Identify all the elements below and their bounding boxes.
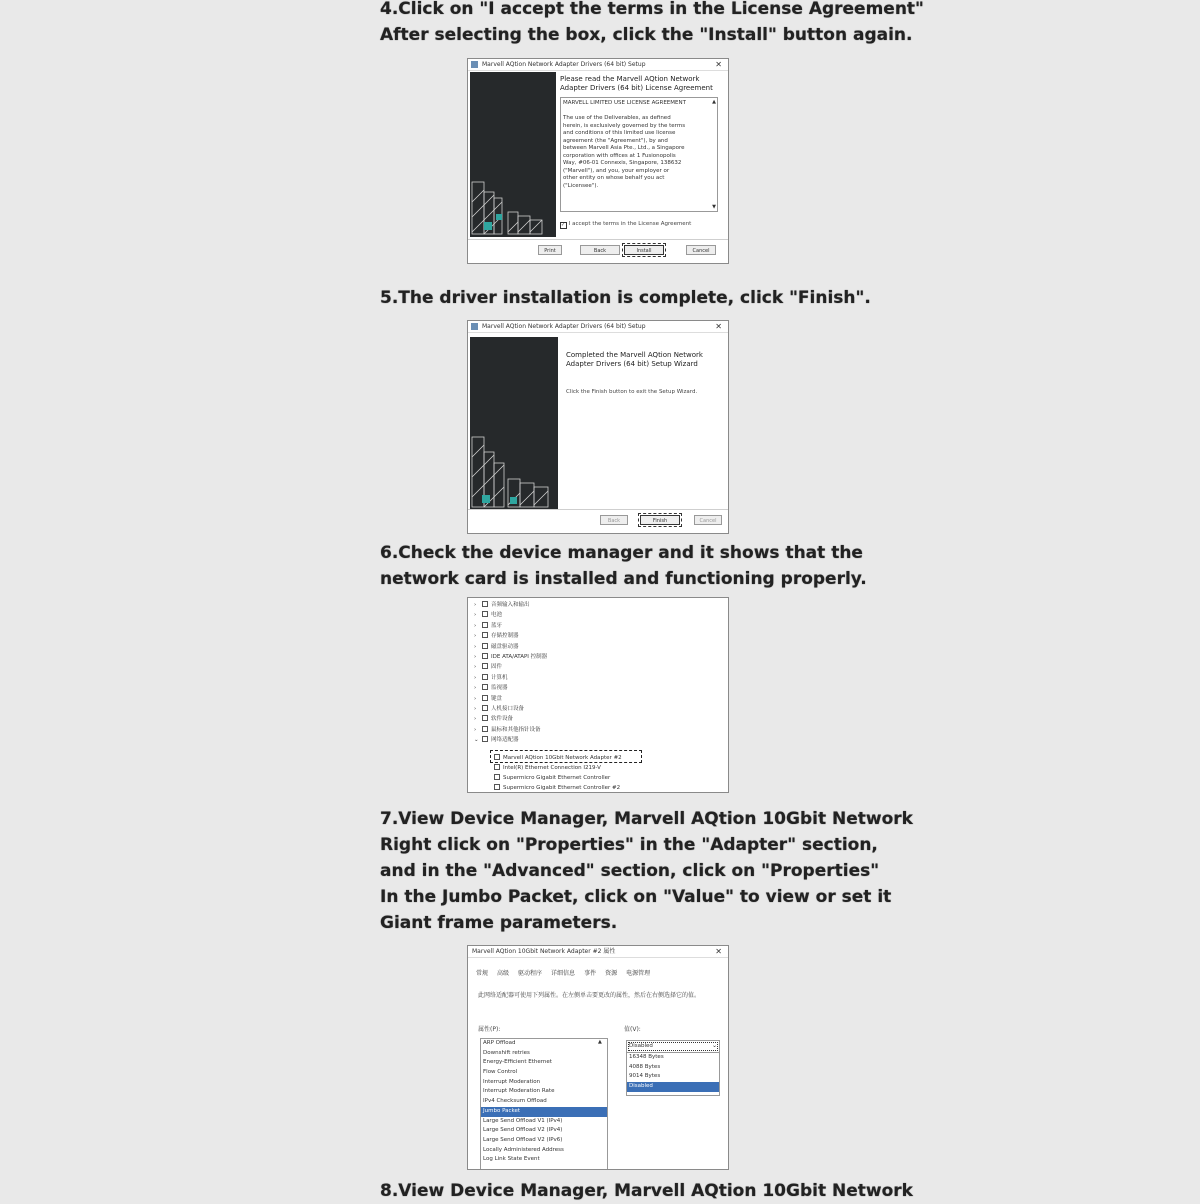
device-category-icon xyxy=(482,684,488,690)
chevron-right-icon[interactable]: › xyxy=(474,726,477,733)
tree-item-category[interactable] xyxy=(474,621,502,631)
property-list-item[interactable]: Interrupt Moderation Rate xyxy=(483,1088,555,1095)
properties-tabs xyxy=(476,968,659,977)
close-icon[interactable]: ✕ xyxy=(715,322,722,331)
installer-icon xyxy=(471,323,478,330)
tree-item-category[interactable] xyxy=(474,683,508,693)
step-4-line-1: 4.Click on "I accept the terms in the License Agreement" xyxy=(380,0,924,19)
footer-divider xyxy=(468,239,729,240)
step-7-line-5: Giant frame parameters. xyxy=(380,913,618,933)
finish-dialog-title: Marvell AQtion Network Adapter Drivers (64 bit) Setup xyxy=(482,323,646,330)
agreement-line: and conditions of this limited use license xyxy=(563,130,676,136)
chevron-right-icon[interactable]: › xyxy=(474,706,477,712)
chevron-right-icon[interactable]: › xyxy=(474,664,477,671)
step-5-line-1: 5.The driver installation is complete, click "Finish". xyxy=(380,288,871,308)
close-icon[interactable]: ✕ xyxy=(715,60,722,69)
device-category-icon xyxy=(482,663,488,669)
tree-item-label: 电池 xyxy=(491,612,503,619)
step-4-line-2: After selecting the box, click the "Install" button again. xyxy=(380,25,913,45)
property-list-item[interactable]: IPv4 Checksum Offload xyxy=(483,1098,547,1105)
tree-item-category[interactable] xyxy=(474,704,524,714)
value-options-list[interactable] xyxy=(626,1052,720,1096)
chevron-right-icon[interactable]: › xyxy=(474,612,477,619)
agreement-line: between Marvell Asia Pte., Ltd., a Singapore xyxy=(563,145,685,151)
installer-icon xyxy=(471,61,478,68)
device-category-icon xyxy=(482,726,488,732)
value-dropdown-current[interactable]: Disabled xyxy=(627,1041,719,1052)
chevron-right-icon[interactable]: › xyxy=(474,633,477,640)
value-option[interactable]: 4088 Bytes xyxy=(629,1063,661,1070)
properties-tab[interactable]: 驱动程序 xyxy=(518,970,543,977)
install-button[interactable]: Install xyxy=(624,245,664,255)
tree-item-category[interactable] xyxy=(474,694,502,704)
properties-tab[interactable]: 电源管理 xyxy=(626,970,651,977)
property-list-item[interactable]: Locally Administered Address xyxy=(483,1146,564,1153)
agreement-line: other entity on whose behalf you act xyxy=(563,175,665,181)
device-category-icon xyxy=(482,611,488,617)
tree-item-category[interactable] xyxy=(474,600,530,610)
property-list-item[interactable]: Downshift retries xyxy=(483,1049,530,1056)
footer-divider xyxy=(468,509,729,510)
step-6-line-1: 6.Check the device manager and it shows that the xyxy=(380,543,863,563)
wizard-banner-graphic xyxy=(470,72,556,237)
adapter-properties-dialog xyxy=(467,945,729,1170)
chevron-right-icon[interactable]: › xyxy=(474,654,477,660)
device-category-icon xyxy=(482,601,488,607)
wizard-banner-image xyxy=(470,337,558,509)
device-category-icon xyxy=(482,674,488,680)
properties-tab[interactable]: 高级 xyxy=(497,970,510,977)
accept-terms-label: I accept the terms in the License Agreement xyxy=(568,221,692,227)
properties-title: Marvell AQtion 10Gbit Network Adapter #2 属性 xyxy=(472,948,616,955)
network-adapter-item[interactable] xyxy=(494,773,610,783)
step-7-instruction xyxy=(380,806,913,936)
tree-item-label: IDE ATA/ATAPI 控制器 xyxy=(491,654,548,660)
step-7-line-4: In the Jumbo Packet, click on "Value" to view or set it xyxy=(380,887,892,907)
network-adapter-item[interactable] xyxy=(494,763,601,773)
step-7-line-3: and in the "Advanced" section, click on "Properties" xyxy=(380,861,880,881)
property-list-item[interactable]: Jumbo Packet xyxy=(481,1107,607,1117)
tree-item-label: 蓝牙 xyxy=(491,622,503,629)
network-adapter-icon xyxy=(494,764,500,770)
agreement-line: agreement (the "Agreement"), by and xyxy=(563,137,668,144)
device-category-icon xyxy=(482,695,488,701)
tree-item-category[interactable] xyxy=(474,631,519,641)
property-list-item[interactable]: Large Send Offload V2 (IPv4) xyxy=(483,1127,563,1134)
device-category-icon xyxy=(482,715,488,721)
print-button[interactable]: Print xyxy=(538,245,562,255)
license-agreement-textbox[interactable] xyxy=(560,97,718,212)
finish-body-text: Click the Finish button to exit the Setup Wizard. xyxy=(566,389,698,395)
banner-accent xyxy=(482,495,490,503)
property-list-item[interactable]: Interrupt Moderation xyxy=(483,1078,541,1085)
device-category-icon xyxy=(482,653,488,659)
agreement-line: The use of the Deliverables, as defined xyxy=(563,115,671,121)
tree-item-category[interactable] xyxy=(474,714,513,724)
step-8-line-1: 8.View Device Manager, Marvell AQtion 10Gbit Network xyxy=(380,1181,913,1201)
license-dialog-title: Marvell AQtion Network Adapter Drivers (64 bit) Setup xyxy=(482,61,646,68)
step-4-instruction xyxy=(380,0,924,48)
cancel-button[interactable]: Cancel xyxy=(694,515,722,525)
step-7-line-2: Right click on "Properties" in the "Adapter" section, xyxy=(380,835,878,855)
license-heading: Please read the Marvell AQtion Network Adapter Drivers (64 bit) License Agreement xyxy=(560,75,713,92)
property-list-item[interactable]: Log Link State Event xyxy=(483,1156,540,1163)
tree-item-category[interactable] xyxy=(474,662,502,672)
accept-terms-checkbox[interactable]: ✓ xyxy=(561,222,566,228)
network-adapter-label: Marvell AQtion 10Gbit Network Adapter #2 xyxy=(503,755,622,761)
property-listbox[interactable] xyxy=(480,1038,608,1170)
properties-tab[interactable]: 事件 xyxy=(584,970,597,977)
agreement-line: ("Marvell"), and you, your employer or xyxy=(563,167,670,174)
network-adapter-label: Intel(R) Ethernet Connection I219-V xyxy=(503,765,601,771)
chevron-right-icon[interactable]: › xyxy=(474,643,477,650)
device-category-icon xyxy=(482,643,488,649)
tree-item-label: 音频输入和输出 xyxy=(491,602,530,608)
tree-item-label: 人机接口设备 xyxy=(491,706,525,712)
property-list-item[interactable]: ARP Offload xyxy=(483,1040,516,1046)
close-icon[interactable]: ✕ xyxy=(715,947,722,956)
tree-item-network-adapters[interactable] xyxy=(474,735,519,745)
property-list-item[interactable]: Large Send Offload V2 (IPv6) xyxy=(483,1136,563,1143)
device-category-icon xyxy=(482,705,488,711)
accept-terms-checkbox-row[interactable] xyxy=(560,221,691,229)
device-category-icon xyxy=(482,622,488,628)
value-label: 值(V): xyxy=(624,1026,641,1033)
tree-item-label: 计算机 xyxy=(491,674,508,681)
scroll-down-icon[interactable]: ▼ xyxy=(712,204,716,210)
properties-description: 此网络适配器可使用下列属性。在左侧单击要更改的属性，然后在右侧选择它的值。 xyxy=(478,992,701,999)
finish-button[interactable]: Finish xyxy=(640,515,680,525)
properties-titlebar xyxy=(468,946,728,958)
network-adapter-label: Supermicro Gigabit Ethernet Controller xyxy=(503,775,611,781)
agreement-line: herein, is exclusively governed by the terms xyxy=(563,122,686,129)
value-option[interactable]: 9014 Bytes xyxy=(629,1073,661,1080)
tree-item-label: 键盘 xyxy=(491,695,503,702)
banner-accent xyxy=(496,214,502,220)
scroll-up-icon[interactable]: ▲ xyxy=(598,1039,602,1045)
device-manager-tree xyxy=(467,597,729,793)
tree-item-label: 固件 xyxy=(491,664,503,671)
tree-item-label: 监视器 xyxy=(491,685,508,692)
tree-item-label: 软件设备 xyxy=(491,716,514,723)
agreement-line: ("Licensee"). xyxy=(563,182,599,189)
network-adapter-icon xyxy=(494,774,500,780)
tree-item-label: 磁盘驱动器 xyxy=(491,643,519,650)
step-5-instruction xyxy=(380,285,871,311)
tree-item-category[interactable] xyxy=(474,610,502,620)
license-dialog-titlebar xyxy=(468,59,728,71)
device-category-icon xyxy=(482,632,488,638)
chevron-right-icon[interactable]: › xyxy=(474,685,477,692)
network-adapter-icon xyxy=(494,784,500,790)
license-dialog xyxy=(467,58,729,264)
step-6-instruction xyxy=(380,540,867,592)
step-8-instruction xyxy=(380,1178,913,1204)
tree-item-label: 网络适配器 xyxy=(491,737,519,744)
chevron-right-icon[interactable]: › xyxy=(474,695,477,702)
back-button[interactable]: Back xyxy=(600,515,628,525)
tree-item-category[interactable] xyxy=(474,652,547,662)
chevron-right-icon[interactable]: › xyxy=(474,622,477,629)
properties-tab[interactable]: 常规 xyxy=(476,970,489,977)
chevron-down-icon[interactable]: ⌄ xyxy=(474,737,479,744)
agreement-line: Way, #06-01 Connexis, Singapore, 138632 xyxy=(563,160,682,166)
finish-dialog xyxy=(467,320,729,534)
network-adapter-item[interactable] xyxy=(494,783,620,793)
agreement-header: MARVELL LIMITED USE LICENSE AGREEMENT xyxy=(563,100,686,106)
property-label: 属性(P): xyxy=(478,1026,501,1033)
chevron-right-icon[interactable]: › xyxy=(474,716,477,723)
tree-item-category[interactable] xyxy=(474,673,508,683)
device-category-icon xyxy=(482,736,488,742)
cancel-button[interactable]: Cancel xyxy=(686,245,716,255)
tree-item-label: 存储控制器 xyxy=(491,633,519,640)
scroll-up-icon[interactable]: ▲ xyxy=(712,99,716,105)
chevron-right-icon[interactable]: › xyxy=(474,602,477,608)
value-option[interactable]: Disabled xyxy=(627,1082,719,1092)
step-7-line-1: 7.View Device Manager, Marvell AQtion 10Gbit Network xyxy=(380,809,913,829)
wizard-banner-image xyxy=(470,72,556,237)
chevron-right-icon[interactable]: › xyxy=(474,674,477,681)
property-list-item[interactable]: Large Send Offload V1 (IPv4) xyxy=(483,1117,563,1124)
tree-item-category[interactable] xyxy=(474,642,519,652)
property-list-item[interactable]: Energy-Efficient Ethernet xyxy=(483,1059,552,1066)
tree-item-label: 鼠标和其他指针设备 xyxy=(491,726,541,733)
properties-tab[interactable]: 详细信息 xyxy=(551,970,576,977)
agreement-line: corporation with offices at 1 Fusionopolis xyxy=(563,152,676,159)
banner-accent xyxy=(510,497,517,504)
selection-highlight xyxy=(490,750,642,763)
property-list-item[interactable]: Flow Control xyxy=(483,1069,518,1076)
value-option[interactable]: 16348 Bytes xyxy=(629,1054,664,1060)
step-6-line-2: network card is installed and functioning properly. xyxy=(380,569,867,589)
properties-tab[interactable]: 资源 xyxy=(605,970,618,977)
tree-item-category[interactable] xyxy=(474,725,541,735)
finish-dialog-titlebar xyxy=(468,321,728,333)
banner-accent xyxy=(484,222,492,230)
back-button[interactable]: Back xyxy=(580,245,620,255)
network-adapter-label: Supermicro Gigabit Ethernet Controller #2 xyxy=(503,785,621,791)
agreement-body xyxy=(563,115,715,190)
chevron-down-icon[interactable]: ⌄ xyxy=(711,1042,717,1049)
wizard-banner-graphic xyxy=(470,337,558,509)
finish-heading: Completed the Marvell AQtion Network Adapter Drivers (64 bit) Setup Wizard xyxy=(566,351,703,368)
